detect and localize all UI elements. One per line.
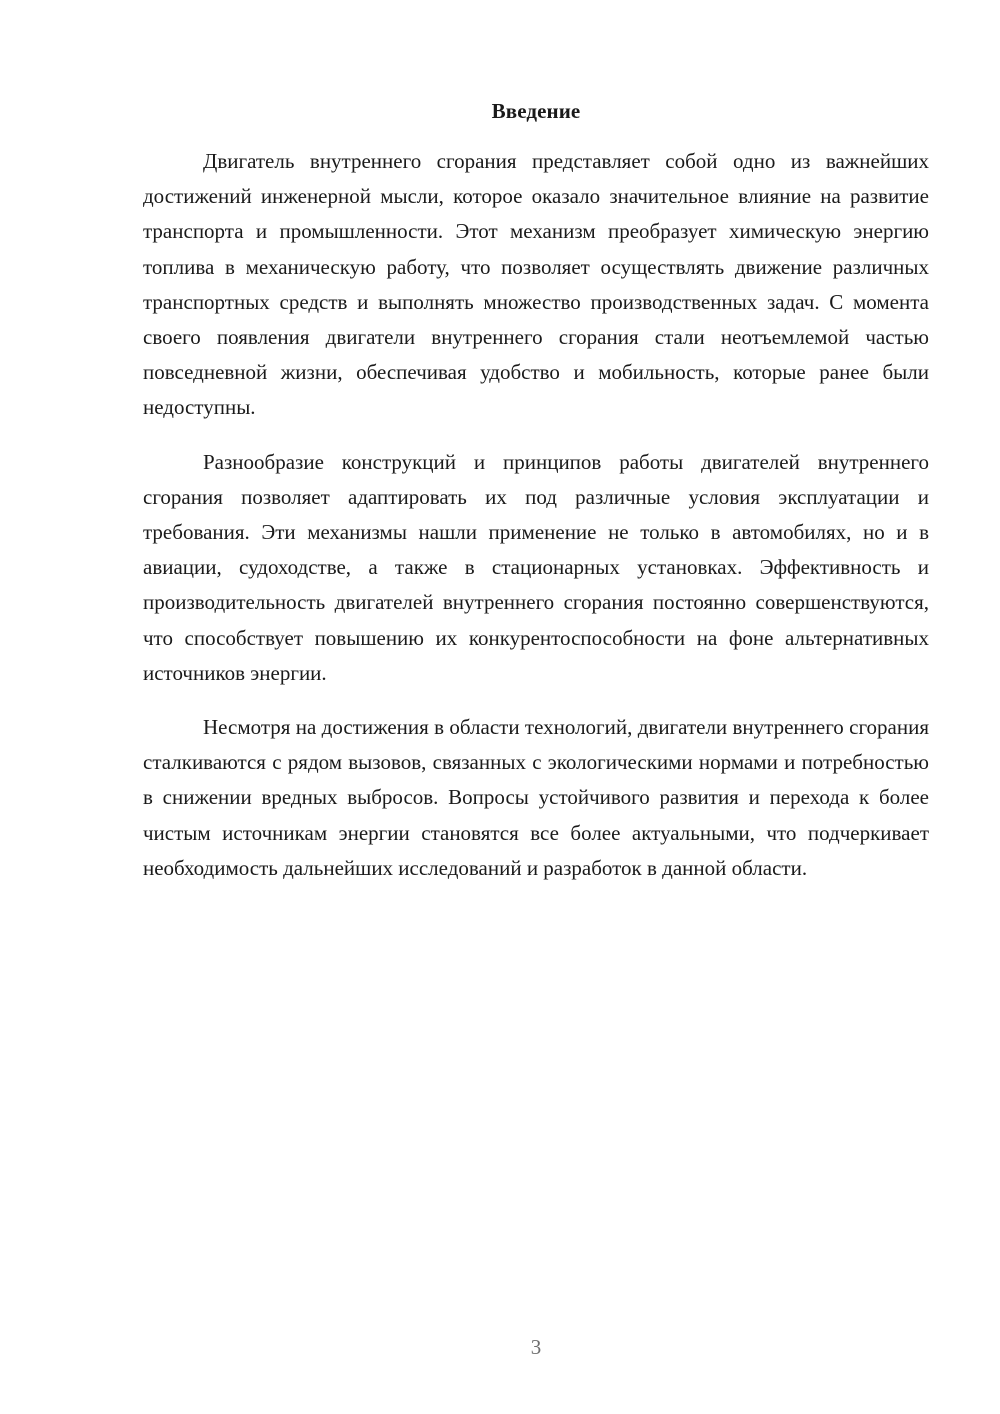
document-body bbox=[143, 96, 929, 886]
paragraph-2: Разнообразие конструкций и принципов работы двигателей внутреннего сгорания позволяет адаптировать их под различные условия эксплуатации и требования. Эти механизмы нашли применение не только в автомобилях, но и в авиации, судоходстве, а также в стационарных установках. Эффективность и производительность двигателей внутреннего сгорания постоянно совершенствуются, что способствует повышению их конкурентоспособности на фоне альтернативных источников энергии. bbox=[143, 449, 929, 685]
section-heading: Введение bbox=[491, 99, 581, 123]
paragraph-1: Двигатель внутреннего сгорания представляет собой одно из важнейших достижений инженерной мысли, которое оказало значительное влияние на развитие транспорта и промышленности. Этот механизм преобразует химическую энергию топлива в механическую работу, что позволяет осуществлять движение различных транспортных средств и выполнять множество производственных задач. С момента своего появления двигатели внутреннего сгорания стали неотъемлемой частью повседневной жизни, обеспечивая удобство и мобильность, которые ранее были недоступны. bbox=[143, 149, 929, 420]
paragraph-3: Несмотря на достижения в области технологий, двигатели внутреннего сгорания сталкиваются с рядом вызовов, связанных с экологическими нормами и потребностью в снижении вредных выбросов. Вопросы устойчивого развития и перехода к более чистым источникам энергии становятся все более актуальными, что подчеркивает необходимость дальнейших исследований и разработок в данной области. bbox=[143, 715, 929, 880]
page-number: 3 bbox=[530, 1335, 542, 1359]
